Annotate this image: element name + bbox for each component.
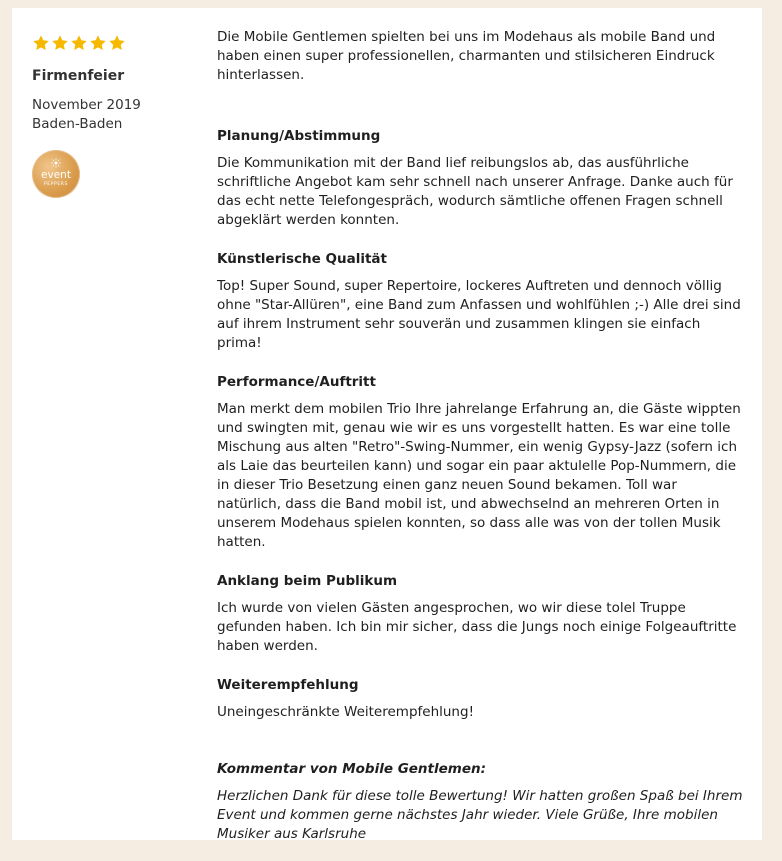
- review-content: [217, 28, 745, 844]
- review-card: [12, 8, 762, 840]
- badge-subtext: PEPPERS: [43, 182, 68, 187]
- section-heading-planning: Planung/Abstimmung: [217, 128, 381, 144]
- provider-comment-body: Herzlichen Dank für diese tolle Bewertung! Wir hatten großen Spaß bei Ihrem Event und kommen gerne nächstes Jahr wieder. Viele Grüße, Ihre mobilen Musiker aus Karlsruhe: [217, 788, 743, 842]
- section-body-artistic-quality: Top! Super Sound, super Repertoire, lockeres Auftreten und dennoch völlig ohne "Star-Allüren", eine Band zum Anfassen und wohlfühlen ;-) Alle drei sind auf ihrem Instrument sehr souverän und zusammen klingen sie einfach prima!: [217, 278, 741, 351]
- star-icon: [108, 34, 126, 52]
- section-heading-artistic-quality: Künstlerische Qualität: [217, 251, 387, 267]
- badge-word: event: [41, 169, 71, 181]
- section-body-performance: Man merkt dem mobilen Trio Ihre jahrelange Erfahrung an, die Gäste wippten und swingten mit, genau wie wir es uns vorgestellt hatten. Es war eine tolle Mischung aus alten "Retro"-Swing-Nummer, ein wenig Gypsy-Jazz (sofern ich als Laie das beurteilen kann) und sogar ein paar aktulelle Pop-Nummern, die in dieser Trio Besetzung einen ganz neuen Sound bekamen. Toll war natürlich, dass die Band mobil ist, und abwechselnd an mehreren Orten in unserem Modehaus spielen konnten, so dass alle was von der tollen Musik hatten.: [217, 401, 741, 550]
- star-rating: [32, 32, 202, 54]
- event-meta: [32, 96, 202, 134]
- star-icon: [70, 34, 88, 52]
- eventpeppers-badge: [32, 150, 80, 198]
- section-body-planning: Die Kommunikation mit der Band lief reibungslos ab, das ausführliche schriftliche Angebot kam sehr schnell nach unserer Anfrage. Danke auch für das echt nette Telefongespräch, wodurch sämtliche offenen Fragen schnell abgeklärt werden konnten.: [217, 155, 733, 228]
- star-icon: [89, 34, 107, 52]
- section-body-recommendation: Uneingeschränkte Weiterempfehlung!: [217, 704, 474, 720]
- provider-comment: [217, 760, 745, 844]
- section-body-audience: Ich wurde von vielen Gästen angesprochen, wo wir diese tolel Truppe gefunden haben. Ich bin mir sicher, dass die Jungs noch einige Folgeauftritte haben werden.: [217, 600, 737, 654]
- section-heading-audience: Anklang beim Publikum: [217, 573, 398, 589]
- section-heading-recommendation: Weiterempfehlung: [217, 677, 359, 693]
- review-intro: Die Mobile Gentlemen spielten bei uns im Modehaus als mobile Band und haben einen super professionellen, charmanten und stilsicheren Eindruck hinterlassen.: [217, 29, 716, 83]
- star-icon: [51, 34, 69, 52]
- sun-icon: [51, 158, 61, 168]
- event-date: November 2019: [32, 97, 141, 113]
- event-type: Firmenfeier: [32, 68, 125, 84]
- section-heading-performance: Performance/Auftritt: [217, 374, 376, 390]
- review-sidebar: [32, 32, 202, 198]
- event-location: Baden-Baden: [32, 116, 123, 132]
- provider-comment-heading: Kommentar von Mobile Gentlemen:: [217, 761, 487, 777]
- star-icon: [32, 34, 50, 52]
